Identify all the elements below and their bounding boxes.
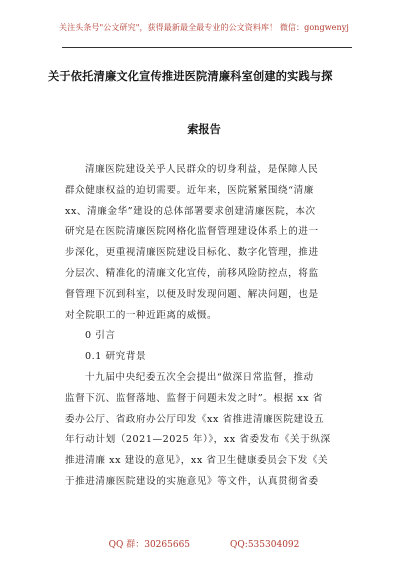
- paragraph-line: 清廉医院建设关乎人民群众的切身利益，是保障人民: [85, 164, 319, 175]
- document-title-line-2: 索报告: [187, 122, 221, 136]
- document-title-line-1: 关于依托清廉文化宣传推进医院清廉科室创建的实践与探: [48, 69, 333, 83]
- paragraph-line: 推进清廉 xx 建设的意见》，xx 省卫生健康委员会下发《关: [65, 455, 329, 467]
- paragraph-line: 群众健康权益的迫切需要。近年来，医院紧紧围绕“清廉: [65, 184, 314, 196]
- header-banner: 关注头条号"公文研究"，获得最新最全最专业的公文资料库！ 微信：gongwenyj: [59, 23, 349, 32]
- paragraph-line: 年行动计划（2021—2025 年）》，xx 省委发布《关于纵深: [65, 434, 331, 446]
- paragraph-line: xx、清廉金华”建设的总体部署要求创建清廉医院，本次: [65, 205, 316, 217]
- paragraph-line: 研究是在医院清廉医院网格化监督管理建设体系上的进一: [65, 226, 319, 238]
- paragraph-line: 于推进清廉医院建设的实施意见》等文件，认真贯彻省委: [65, 475, 319, 487]
- section-heading: 0 引言: [85, 330, 116, 342]
- paragraph-line: 督管理下沉到科室，以便及时发现问题、解决问题，也是: [65, 288, 319, 300]
- footer-qq-number: QQ:535304092: [230, 540, 300, 550]
- document-body: [65, 160, 357, 493]
- subsection-heading: 0.1 研究背景: [85, 351, 147, 363]
- header-divider: [62, 47, 352, 48]
- paragraph-line: 步深化，更重视清廉医院建设目标化、数字化管理，推进: [65, 247, 319, 259]
- paragraph-line: 监督下沉、监督落地、监督于问题未发之时”。根据 xx 省: [65, 392, 323, 404]
- paragraph-line: 分层次、精准化的清廉文化宣传，前移风险防控点，将监: [65, 267, 319, 279]
- footer-qq-group: QQ 群：30265665: [108, 540, 191, 550]
- paragraph-line: 十九届中央纪委五次全会提出“做深日常监督，推动: [85, 371, 314, 383]
- footer-contact: [0, 537, 408, 550]
- paragraph-line: 对全院职工的一种近距离的威慑。: [65, 309, 218, 321]
- paragraph-line: 委办公厅、省政府办公厅印发《xx 省推进清廉医院建设五: [65, 413, 324, 425]
